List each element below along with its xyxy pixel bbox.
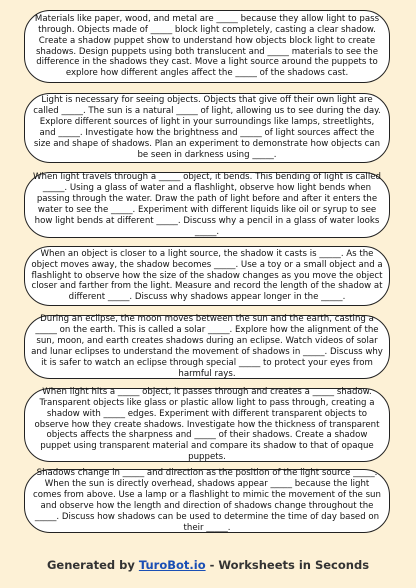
exercise-text: During an eclipse, the moon moves between the sun and the earth, casting a _____ on the earth. This is called a solar _____. Explore how the alignment of the sun, moon, and earth creates shadows during an eclipse. Watch videos of solar and lunar eclipses to understand the movement of shadows in _____. Discuss why it is safer to watch an eclipse through special _____ to protect your eyes from harmful rays. [31, 314, 383, 379]
footer [0, 558, 416, 572]
exercise-card-7 [24, 469, 390, 533]
footer-prefix: Generated by [46, 558, 139, 572]
exercise-card-2 [24, 93, 390, 163]
exercise-text: When light travels through a _____ object, it bends. This bending of light is called _____. Using a glass of water and a flashlight, observe how light bends when passing through the water. Draw the path of light before and after it enters the water to see the _____. Experiment with different liquids like oil or syrup to see how light bends at different _____. Discuss why a pencil in a glass of water looks _____. [33, 172, 381, 237]
footer-suffix: - Worksheets in Seconds [205, 558, 370, 572]
exercise-card-5 [24, 315, 390, 379]
exercise-card-3 [24, 172, 390, 238]
exercise-text: Light is necessary for seeing objects. Objects that give off their own light are called _____. The sun is a natural _____ of light, allowing us to see during the day. Explore different sources of light in your surroundings like lamps, streetlights, and _____. Investigate how the brightness and _____ of light sources affect the size and shape of shadows. Plan an experiment to demonstrate how objects can be seen in darkness using _____. [33, 95, 381, 160]
exercise-text: Materials like paper, wood, and metal are _____ because they allow light to pass through. Objects made of _____ block light completely, casting a clear shadow. Create a shadow puppet show to understand how objects block light to create shadows. Design puppets using both translucent and _____ materials to see the difference in the shadows they cast. Move a light source around the puppets to explore how different angles affect the _____ of the shadows cast. [34, 13, 380, 79]
exercise-card-6 [24, 388, 390, 462]
brand-link[interactable]: TuroBot.io [138, 558, 206, 572]
exercise-card-4 [24, 246, 390, 306]
exercise-text: When light hits a _____ object, it passes through and creates a _____ shadow. Transparent objects like glass or plastic allow light to pass through, creating a shadow with _____ edges. Experiment with different transparent objects to observe how they create shadows. Investigate how the thickness of transparent objects affects the sharpness and _____ of their shadows. Create a shadow puppet using transparent material and compare its shadow to that of opaque puppets. [34, 386, 380, 463]
exercise-text: Shadows change in _____ and direction as the position of the light source _____. When the sun is directly overhead, shadows appear _____ because the light comes from above. Use a lamp or a flashlight to mimic the movement of the sun and observe how the length and direction of shadows change throughout the _____. Discuss how shadows can be used to determine the time of day based on their _____. [33, 468, 381, 533]
exercise-text: When an object is closer to a light source, the shadow it casts is _____. As the object moves away, the shadow becomes _____. Use a toy or a small object and a flashlight to observe how the size of the shadow changes as you move the object closer and farther from the light. Measure and record the length of the shadow at different _____. Discuss why shadows appear longer in the _____. [31, 248, 383, 303]
exercise-card-1 [24, 10, 390, 83]
